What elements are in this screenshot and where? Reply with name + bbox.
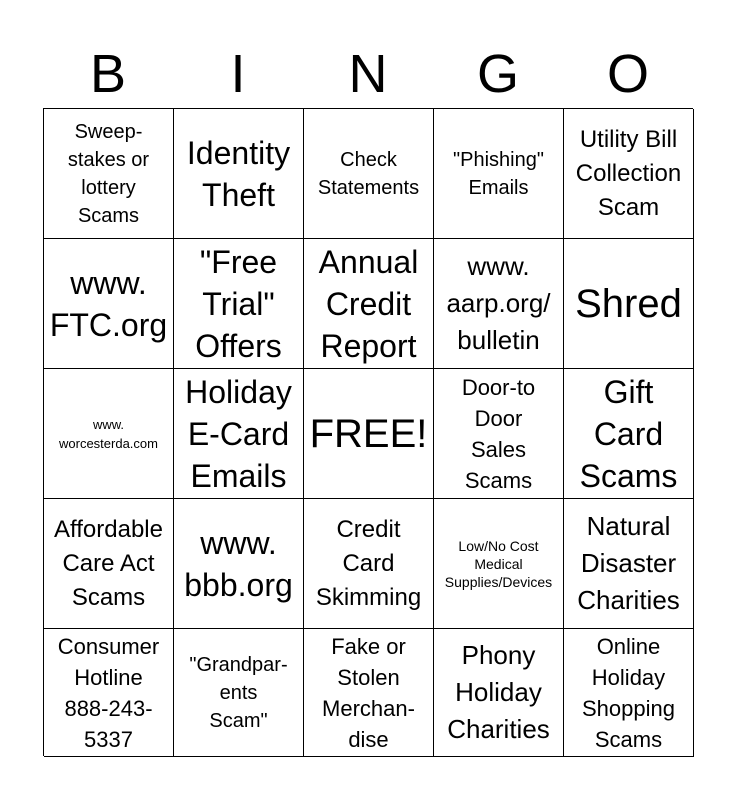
bingo-cell[interactable] — [174, 239, 304, 369]
cell-text: Consumer Hotline 888-243- 5337 — [57, 633, 160, 752]
header-letter-i: I — [230, 44, 246, 104]
bingo-cell[interactable] — [564, 109, 694, 239]
header-letter-b: B — [89, 44, 127, 104]
bingo-cell[interactable] — [44, 109, 174, 239]
bingo-cell[interactable] — [304, 629, 434, 757]
bingo-cell[interactable] — [564, 369, 694, 499]
header-letter-g: G — [476, 44, 519, 104]
cell-text: Credit Card Skimming — [315, 515, 422, 611]
cell-text: www. aarp.org/ bulletin — [446, 251, 551, 355]
bingo-header — [43, 40, 693, 108]
bingo-cell[interactable] — [304, 499, 434, 629]
cell-text: www. bbb.org — [184, 524, 293, 603]
bingo-cell[interactable] — [44, 239, 174, 369]
cell-text: "Phishing" Emails — [453, 148, 544, 199]
bingo-cell[interactable] — [564, 239, 694, 369]
bingo-board — [43, 108, 693, 756]
cell-text: "Grandpar- ents Scam" — [189, 653, 288, 732]
cell-text: Sweep- stakes or lottery Scams — [67, 120, 150, 227]
bingo-cell[interactable] — [44, 499, 174, 629]
header-letter-o: O — [606, 44, 649, 104]
cell-text: Annual Credit Report — [318, 243, 419, 364]
cell-text: Online Holiday Shopping Scams — [582, 633, 675, 752]
bingo-cell[interactable] — [44, 629, 174, 757]
bingo-cell[interactable] — [174, 109, 304, 239]
cell-text: Shred — [575, 281, 682, 326]
cell-text: Phony Holiday Charities — [447, 640, 550, 744]
bingo-cell[interactable] — [44, 369, 174, 499]
bingo-cell[interactable] — [564, 499, 694, 629]
bingo-cell[interactable] — [174, 629, 304, 757]
free-space-text: FREE! — [309, 411, 428, 456]
cell-text: Natural Disaster Charities — [577, 511, 680, 615]
cell-text: Affordable Care Act Scams — [54, 515, 163, 611]
cell-text: www. worcesterda.com — [59, 416, 158, 451]
bingo-cell[interactable] — [174, 369, 304, 499]
cell-text: Check Statements — [317, 148, 420, 199]
header-letter-n: N — [348, 44, 388, 104]
bingo-cell[interactable] — [174, 499, 304, 629]
bingo-cell[interactable] — [304, 239, 434, 369]
bingo-cell[interactable] — [434, 369, 564, 499]
bingo-cell[interactable] — [304, 109, 434, 239]
bingo-cell free-space[interactable] — [304, 369, 434, 499]
cell-text: "Free Trial" Offers — [195, 243, 282, 364]
bingo-cell[interactable] — [434, 499, 564, 629]
bingo-cell[interactable] — [564, 629, 694, 757]
cell-text: Utility Bill Collection Scam — [575, 125, 682, 221]
bingo-cell[interactable] — [434, 109, 564, 239]
cell-text: Low/No Cost Medical Supplies/Devices — [444, 537, 553, 590]
cell-text: Holiday E-Card Emails — [185, 373, 292, 494]
cell-text: Fake or Stolen Merchan- dise — [322, 633, 415, 752]
cell-text: Door-to Door Sales Scams — [461, 374, 536, 493]
cell-text: Gift Card Scams — [579, 373, 678, 494]
bingo-cell[interactable] — [434, 239, 564, 369]
cell-text: Identity Theft — [186, 134, 291, 213]
bingo-cell[interactable] — [434, 629, 564, 757]
cell-text: www. FTC.org — [49, 264, 168, 343]
